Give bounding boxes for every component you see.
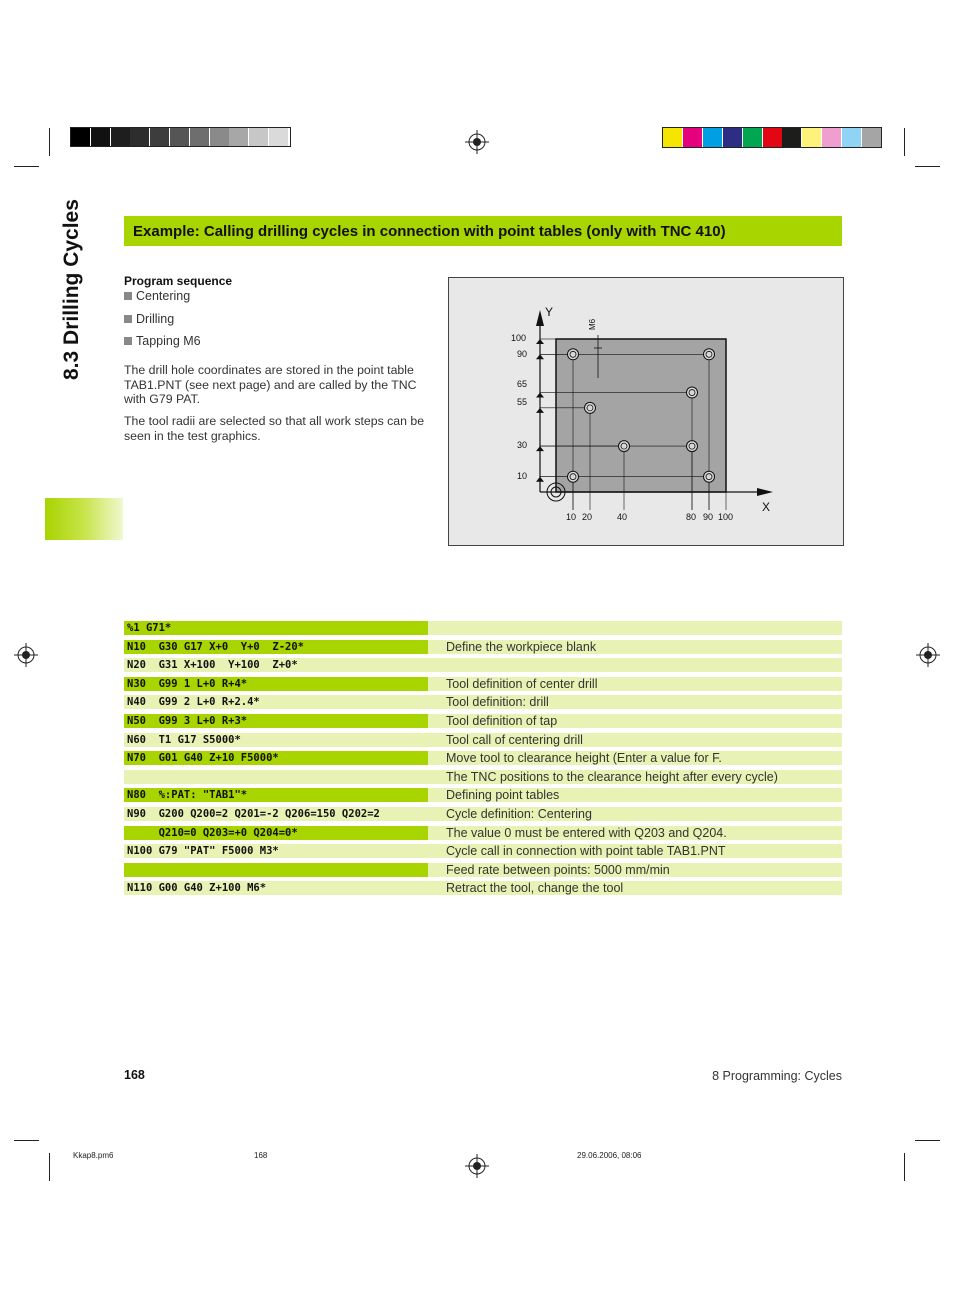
bullet-square-icon <box>124 315 132 323</box>
x-axis-label: X <box>762 500 771 514</box>
x-tick-label: 90 <box>703 512 714 522</box>
nc-description: The value 0 must be entered with Q203 and Q204. <box>428 826 842 840</box>
nc-description <box>428 658 842 672</box>
nc-code: N10 G30 G17 X+0 Y+0 Z-20* <box>124 640 428 654</box>
nc-code: N80 %:PAT: "TAB1"* <box>124 788 428 802</box>
program-row <box>124 770 842 784</box>
slug-date: 29.06.2006, 08:06 <box>577 1151 642 1160</box>
nc-description: Cycle definition: Centering <box>428 807 842 821</box>
nc-description <box>428 621 842 635</box>
x-tick-label: 10 <box>566 512 577 522</box>
drill-hole <box>687 441 698 452</box>
program-row <box>124 714 842 728</box>
crop-mark <box>49 1153 50 1181</box>
nc-code: %1 G71* <box>124 621 428 635</box>
nc-description: Defining point tables <box>428 788 842 802</box>
x-tick-label: 100 <box>718 512 734 522</box>
y-axis-arrow-icon <box>536 310 544 326</box>
paragraph-coordinates: The drill hole coordinates are stored in the point table TAB1.PNT (see next page) and are called by the TNC with G79 PAT. <box>124 363 417 406</box>
crop-mark <box>904 1153 905 1181</box>
program-row <box>124 733 842 747</box>
y-tick-label: 65 <box>517 379 528 389</box>
banner-title: Example: Calling drilling cycles in connection with point tables (only with TNC 410) <box>133 222 726 240</box>
nc-description: Tool definition of center drill <box>428 677 842 691</box>
x-tick-label: 40 <box>617 512 628 522</box>
program-row <box>124 826 842 840</box>
crop-mark <box>49 128 50 156</box>
nc-description: Define the workpiece blank <box>428 640 842 654</box>
nc-code <box>124 770 428 784</box>
nc-code: N100 G79 "PAT" F5000 M3* <box>124 844 428 858</box>
side-tab-marker <box>45 498 123 540</box>
bullet-square-icon <box>124 292 132 300</box>
dimension-arrow-icon <box>536 446 544 451</box>
page-number: 168 <box>124 1068 145 1082</box>
tool-label-m6: M6 <box>588 318 597 330</box>
drill-hole <box>619 441 630 452</box>
program-row <box>124 863 842 877</box>
y-tick-label: 30 <box>517 440 528 450</box>
drill-hole <box>704 471 715 482</box>
side-section-title: 8.3 Drilling Cycles <box>60 199 83 380</box>
program-row <box>124 788 842 802</box>
crop-mark <box>915 166 940 167</box>
program-row <box>124 695 842 709</box>
sequence-item: Tapping M6 <box>124 334 201 348</box>
crop-mark <box>14 1140 39 1141</box>
bullet-square-icon <box>124 337 132 345</box>
registration-mark-icon <box>465 130 489 154</box>
program-row <box>124 807 842 821</box>
grayscale-bar-outline <box>70 127 291 147</box>
y-tick-label: 90 <box>517 349 528 359</box>
crop-mark <box>904 128 905 156</box>
color-bar-outline <box>662 127 882 148</box>
drilling-figure <box>448 277 844 546</box>
dimension-arrow-icon <box>536 408 544 413</box>
x-tick-label: 80 <box>686 512 697 522</box>
nc-description: Retract the tool, change the tool <box>428 881 842 895</box>
dimension-arrow-icon <box>536 354 544 359</box>
y-tick-label: 10 <box>517 471 528 481</box>
sequence-item: Drilling <box>124 312 174 326</box>
paragraph-tool-radii: The tool radii are selected so that all work steps can be seen in the test graphics. <box>124 414 425 443</box>
nc-description: Tool definition of tap <box>428 714 842 728</box>
crop-mark <box>14 166 39 167</box>
nc-code: N40 G99 2 L+0 R+2.4* <box>124 695 428 709</box>
nc-code: N60 T1 G17 S5000* <box>124 733 428 747</box>
x-tick-label: 20 <box>582 512 593 522</box>
slug-file-name: Kkap8.pm6 <box>73 1151 114 1160</box>
slug-page-number: 168 <box>254 1151 268 1160</box>
workpiece-drawing <box>449 278 843 545</box>
nc-code: Q210=0 Q203=+0 Q204=0* <box>124 826 428 840</box>
drill-hole <box>585 402 596 413</box>
y-tick-label: 100 <box>511 333 527 343</box>
program-row <box>124 621 842 635</box>
registration-mark-icon <box>916 643 940 667</box>
nc-code: N20 G31 X+100 Y+100 Z+0* <box>124 658 428 672</box>
gray-swatch <box>289 128 308 147</box>
registration-mark-icon <box>465 1154 489 1178</box>
x-axis-arrow-icon <box>757 488 773 496</box>
drill-hole <box>568 349 579 360</box>
dimension-arrow-icon <box>536 393 544 398</box>
nc-description: Cycle call in connection with point table TAB1.PNT <box>428 844 842 858</box>
nc-description: Tool call of centering drill <box>428 733 842 747</box>
chapter-title: 8 Programming: Cycles <box>712 1069 842 1083</box>
nc-code: N70 G01 G40 Z+10 F5000* <box>124 751 428 765</box>
workpiece-plate <box>556 339 726 492</box>
program-row <box>124 640 842 654</box>
nc-description: The TNC positions to the clearance height after every cycle) <box>428 770 842 784</box>
program-row <box>124 751 842 765</box>
drill-hole <box>687 387 698 398</box>
nc-code: N110 G00 G40 Z+100 M6* <box>124 881 428 895</box>
crop-mark <box>915 1140 940 1141</box>
sequence-item: Centering <box>124 289 190 303</box>
program-row <box>124 844 842 858</box>
nc-code <box>124 863 428 877</box>
drill-hole <box>704 349 715 360</box>
dimension-arrow-icon <box>536 477 544 482</box>
dimension-arrow-icon <box>536 339 544 344</box>
program-row <box>124 677 842 691</box>
program-row <box>124 658 842 672</box>
drill-hole <box>568 471 579 482</box>
nc-description: Feed rate between points: 5000 mm/min <box>428 863 842 877</box>
nc-description: Tool definition: drill <box>428 695 842 709</box>
program-sequence-heading: Program sequence <box>124 274 233 288</box>
nc-code: N90 G200 Q200=2 Q201=-2 Q206=150 Q202=2 <box>124 807 428 821</box>
nc-description: Move tool to clearance height (Enter a value for F. <box>428 751 842 765</box>
program-row <box>124 881 842 895</box>
y-tick-label: 55 <box>517 397 528 407</box>
example-banner <box>124 216 842 246</box>
y-axis-label: Y <box>545 305 554 319</box>
nc-code: N50 G99 3 L+0 R+3* <box>124 714 428 728</box>
registration-mark-icon <box>14 643 38 667</box>
nc-code: N30 G99 1 L+0 R+4* <box>124 677 428 691</box>
